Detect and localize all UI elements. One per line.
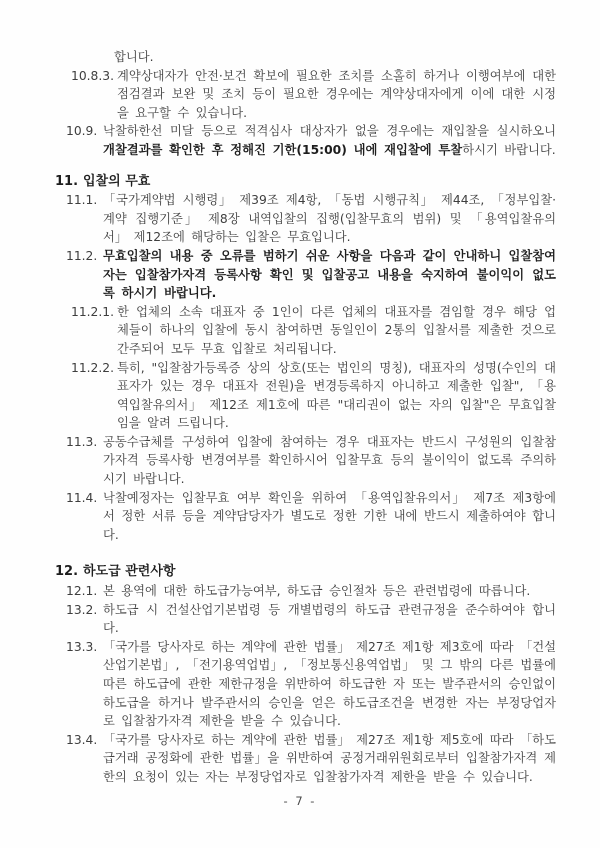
list-item-11-1 (0, 191, 556, 247)
section-title: 입찰의 무효 (83, 173, 151, 189)
item-text: 본 용역에 대한 하도급가능여부, 하도급 승인절차 등은 관련법령에 따릅니다. (103, 584, 531, 599)
item-text-normal: 하시기 바랍니다. (462, 142, 556, 157)
list-item-10-9 (0, 122, 556, 159)
item-text: 공동수급체를 구성하여 입찰에 참여하는 경우 대표자는 반드시 구성원의 입찰참가자격 등록사항 변경여부를 확인하시어 입찰무효 등의 불이익이 없도록 주의하시기 바랍니다. (103, 434, 556, 487)
item-number: 11.2.1. (71, 304, 115, 319)
item-number: 11.2. (66, 248, 98, 263)
section-12-header (0, 563, 556, 582)
list-item-11-4 (0, 489, 556, 545)
section-11-header (0, 173, 556, 192)
item-text: 낙찰예정자는 입찰무효 여부 확인을 위하여 「용역입찰유의서」 제7조 제3항에서 정한 서류 등을 계약담당자가 별도로 정한 기한 내에 반드시 제출하여야 합니다. (103, 490, 556, 542)
section-number: 11. (55, 173, 79, 189)
item-text-emphasis: 개찰결과를 확인한 후 정해진 기한(15:00) 내에 재입찰에 투찰 (103, 142, 463, 157)
item-text: 무효입찰의 내용 중 오류를 범하기 쉬운 사항을 다음과 같이 안내하니 입찰참여자는 입찰참가자격 등록사항 확인 및 입찰공고 내용을 숙지하여 불이익이 없도록 하시기 바랍니다. (103, 248, 556, 301)
item-number: 11.3. (66, 434, 98, 449)
item-text: 계약상대자가 안전·보건 확보에 필요한 조치를 소홀히 하거나 이행여부에 대한 점검결과 보완 및 조치 등이 필요한 경우에는 계약상대자에게 이에 대한 시정을 요구할 수 있습니다. (117, 68, 556, 120)
item-number: 12.1. (66, 584, 98, 599)
item-text: 하도급 시 건설산업기본법령 등 개별법령의 하도급 관련규정을 준수하여야 합니다. (103, 602, 556, 636)
section-title: 하도급 관련사항 (83, 564, 176, 580)
list-item-10-8-3 (0, 67, 556, 123)
item-number: 13.3. (66, 639, 98, 654)
item-text: 「국가를 당사자로 하는 계약에 관한 법률」 제27조 제1항 제3호에 따라 「건설산업기본법」, 「전기용역업법」, 「정보통신용역업법」 및 그 밖의 다른 법률에 따른 하도급에 관한 제한규정을 위반하여 하도급한 자 또는 발주관서의 승인없이 하도급을 하거나 발주관서의 승인을 얻은 하도급조건을 변경한 자는 부정당업자로 입찰참가자격 제한을 받을 수 있습니다. (103, 639, 557, 729)
item-number: 11.1. (66, 193, 98, 208)
item-number: 10.9. (66, 124, 98, 139)
item-text: 「국가를 당사자로 하는 계약에 관한 법률」 제27조 제1항 제5호에 따라 「하도급거래 공정화에 관한 법률」을 위반하여 공정거래위원회로부터 입찰참가자격 제한의 요청이 있는 자는 부정당업자로 입찰참가자격 제한을 받을 수 있습니다. (103, 732, 557, 784)
section-number: 12. (55, 564, 79, 580)
item-text-normal: 낙찰하한선 미달 등으로 적격심사 대상자가 없을 경우에는 재입찰을 실시하오니 (103, 124, 556, 139)
continuation-text: 합니다. (114, 50, 154, 64)
page-number: - 7 - (283, 794, 317, 809)
item-text: 「국가계약법 시행령」 제39조 제4항, 「동법 시행규칙」 제44조, 「정부입찰·계약 집행기준」 제8장 내역입찰의 집행(입찰무효의 범위) 및 「용역입찰유의서」 제12조에 해당하는 입찰은 무효입니다. (103, 193, 556, 245)
item-number: 11.4. (66, 490, 98, 505)
list-item-11-3 (0, 433, 556, 489)
continuation-line (0, 48, 556, 67)
item-number: 13.4. (66, 732, 98, 747)
item-text (103, 122, 556, 159)
item-text: 한 업체의 소속 대표자 중 1인이 다른 업체의 대표자를 겸임할 경우 해당 업체들이 하나의 입찰에 동시 참여하면 동일인이 2통의 입찰서를 제출한 것으로 간주되어 모두 무효 입찰로 처리됩니다. (117, 304, 556, 356)
item-number: 13.2. (66, 602, 98, 617)
list-item-13-4 (0, 731, 556, 787)
list-item-11-2 (0, 247, 556, 303)
item-number: 11.2.2. (71, 360, 115, 375)
list-item-11-2-1 (0, 303, 556, 359)
list-item-13-2 (0, 601, 556, 638)
list-item-11-2-2 (0, 359, 556, 433)
list-item-13-3 (0, 638, 556, 731)
item-text: 특히, "입찰참가등록증 상의 상호(또는 법인의 명칭), 대표자의 성명(수인의 대표자가 있는 경우 대표자 전원)을 변경등록하지 아니하고 제출한 입찰", 「용역입찰유의서」 제12조 제1호에 따른 "대리권이 없는 자의 입찰"은 무효입찰임을 알려 드립니다. (117, 360, 556, 431)
item-number: 10.8.3. (71, 68, 115, 83)
list-item-12-1 (0, 582, 556, 601)
